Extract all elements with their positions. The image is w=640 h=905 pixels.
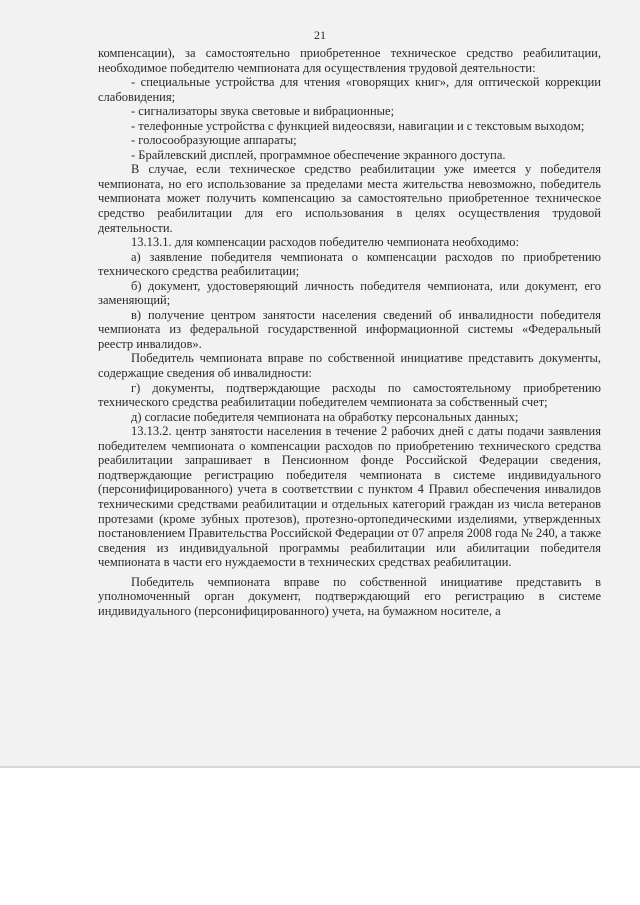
list-item-g: г) документы, подтверждающие расходы по самостоятельному приобретению технического средства реабилитации победителем чемпионата за собственный счет; [98,380,601,410]
list-item-a: а) заявление победителя чемпионата о компенсации расходов по приобретению технического средства реабилитации; [98,249,601,279]
list-item-braille-display: - Брайлевский дисплей, программное обеспечение экранного доступа. [131,147,506,162]
list-item-phone-devices: - телефонные устройства с функцией видеосвязи, навигации и с текстовым выходом; [131,118,585,133]
paragraph: В случае, если техническое средство реабилитации уже имеется у победителя чемпионата, но его использование за пределами места жительства невозможно, победитель чемпионата может получить компенсацию за самостоятельно приобретенное техническое средство реабилитации для его использования в целях осуществления трудовой деятельности. [98,162,601,235]
page-number: 21 [314,28,326,42]
document-body [98,46,601,618]
list-item-v: в) получение центром занятости населения сведений об инвалидности победителя чемпионата из федеральной государственной информационной системы «Федеральный реестр инвалидов». [98,307,601,351]
list-item-reading-devices: - специальные устройства для чтения «говорящих книг», для оптической коррекции слабовидения; [98,75,601,104]
list-item-b: б) документ, удостоверяющий личность победителя чемпионата, или документ, его заменяющий; [98,278,601,308]
paragraph: Победитель чемпионата вправе по собственной инициативе представить документы, содержащие сведения об инвалидности: [98,351,601,381]
clause-13-13-2: 13.13.2. центр занятости населения в течение 2 рабочих дней с даты подачи заявления победителем чемпионата о компенсации расходов по приобретению технического средства реабилитации запрашивает в Пенсионном фонде Российской Федерации сведения, подтверждающие регистрацию победителя чемпионата в системе индивидуального (персонифицированного) учета в соответствии с пунктом 4 Правил обеспечения инвалидов техническими средствами реабилитации и отдельных категорий граждан из числа ветеранов протезами (кроме зубных протезов), протезно-ортопедическими изделиями, утвержденных постановлением Правительства Российской Федерации от 07 апреля 2008 года № 240, а также сведения из индивидуальной программы реабилитации или абилитации победителя чемпионата в части его нуждаемости в технических средствах реабилитации. [98,424,601,570]
paragraph: Победитель чемпионата вправе по собственной инициативе представить в уполномоченный орган документ, подтверждающий его регистрацию в системе индивидуального (персонифицированного) учета, на бумажном носителе, а [98,574,601,618]
list-item-d: д) согласие победителя чемпионата на обработку персональных данных; [131,409,519,424]
clause-13-13-1: 13.13.1. для компенсации расходов победителю чемпионата необходимо: [131,235,520,250]
list-item-signalers: - сигнализаторы звука световые и вибрационные; [131,104,395,119]
paragraph: компенсации), за самостоятельно приобретенное техническое средство реабилитации, необходимое победителю чемпионата для осуществления трудовой деятельности: [98,46,601,75]
page-edge [0,766,640,768]
list-item-voice-devices: - голосообразующие аппараты; [131,133,297,148]
